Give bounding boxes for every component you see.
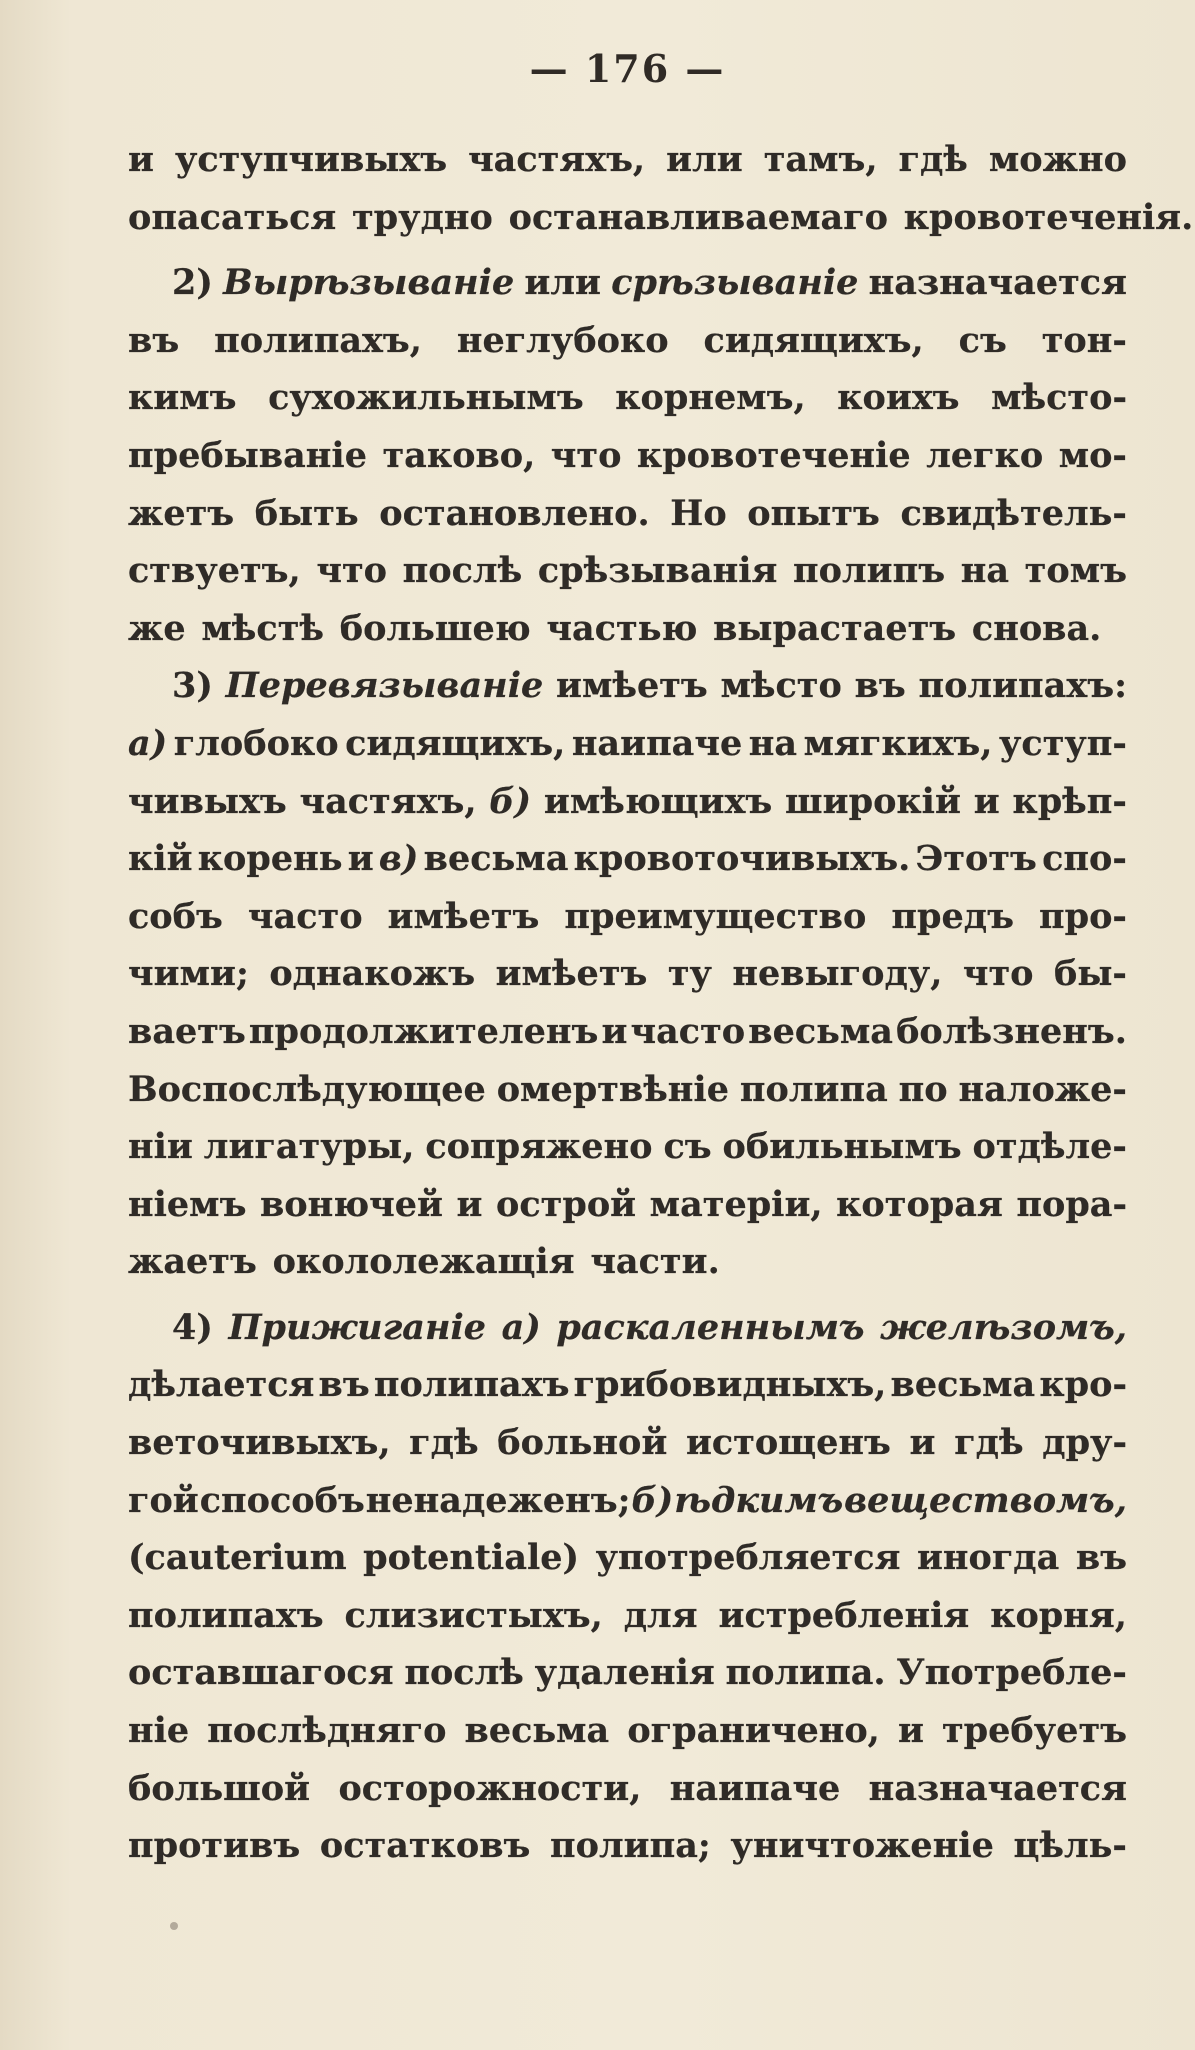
word: послѣдняго bbox=[207, 1710, 447, 1752]
word: въ bbox=[128, 319, 180, 361]
word: Воспослѣдующее bbox=[128, 1068, 486, 1110]
word: матеріи, bbox=[649, 1183, 823, 1225]
word: сидящихъ, bbox=[703, 319, 924, 361]
word: жетъ bbox=[128, 492, 235, 534]
word: однакожъ bbox=[269, 953, 476, 995]
word: весьма bbox=[423, 838, 569, 880]
text-line bbox=[128, 1233, 1127, 1291]
word: весьма bbox=[464, 1710, 610, 1752]
word: гой bbox=[128, 1479, 199, 1521]
word: и bbox=[456, 1183, 483, 1225]
text-line bbox=[128, 657, 1127, 715]
text-line bbox=[128, 254, 1127, 312]
word: полипа; bbox=[550, 1825, 711, 1867]
word: крѣп- bbox=[1012, 780, 1127, 822]
word: способъ bbox=[199, 1479, 365, 1521]
word: чивыхъ bbox=[128, 780, 287, 822]
word: назначается bbox=[868, 1767, 1127, 1809]
word: опытъ bbox=[747, 492, 880, 534]
word: невыгоду, bbox=[732, 953, 943, 995]
word: широкій bbox=[785, 780, 961, 822]
word: можно bbox=[988, 139, 1127, 180]
word: ѣдкимъ bbox=[674, 1479, 844, 1521]
word: имѣетъ bbox=[387, 895, 540, 937]
word: или bbox=[666, 139, 743, 180]
word: быть bbox=[254, 492, 359, 534]
word: уступ- bbox=[998, 722, 1127, 764]
word: бы- bbox=[1053, 953, 1127, 995]
word: осторожности, bbox=[338, 1767, 642, 1809]
word: части. bbox=[590, 1241, 720, 1283]
word: жаетъ bbox=[128, 1241, 257, 1283]
word: же bbox=[128, 607, 186, 649]
text-line bbox=[128, 1299, 1127, 1357]
word: полипъ bbox=[793, 550, 946, 592]
body-text bbox=[128, 131, 1194, 1875]
word: остановлено. bbox=[379, 492, 650, 534]
text-line bbox=[128, 1472, 1127, 1530]
word: тамъ, bbox=[763, 139, 878, 180]
text-line bbox=[128, 485, 1127, 543]
word: по bbox=[898, 1068, 948, 1110]
text-line bbox=[128, 1176, 1127, 1234]
word: свидѣтель- bbox=[900, 492, 1127, 534]
word: часто bbox=[630, 1010, 746, 1052]
text-line bbox=[128, 1702, 1127, 1760]
text-line bbox=[128, 1529, 1127, 1587]
word: съ bbox=[958, 319, 1007, 361]
word: и bbox=[347, 838, 374, 880]
word: срѣзываніе bbox=[611, 262, 859, 304]
text-line bbox=[128, 131, 1127, 189]
word: частяхъ, bbox=[468, 139, 646, 180]
word: сухожильнымъ bbox=[268, 377, 584, 419]
word: назначается bbox=[868, 262, 1127, 304]
word: 2) bbox=[172, 262, 213, 304]
word: Вырѣзываніе bbox=[223, 262, 515, 304]
word: цѣль- bbox=[1013, 1825, 1127, 1867]
word: гдѣ bbox=[898, 139, 968, 180]
word: полипа bbox=[739, 1068, 888, 1110]
word: ту bbox=[667, 953, 712, 995]
text-line bbox=[128, 888, 1127, 946]
word: и bbox=[601, 1010, 628, 1052]
word: въ bbox=[1075, 1537, 1127, 1579]
word: Прижиганіе bbox=[228, 1306, 487, 1348]
word: б) bbox=[631, 1479, 674, 1521]
word: что bbox=[316, 550, 387, 592]
word: съ bbox=[663, 1126, 712, 1168]
word: удаленія bbox=[534, 1652, 715, 1694]
word: или bbox=[524, 262, 602, 304]
word: острой bbox=[496, 1183, 637, 1225]
word: лигатуры, bbox=[203, 1126, 415, 1168]
word: и bbox=[973, 780, 1000, 822]
word: полипахъ bbox=[128, 1594, 324, 1636]
word: ствуетъ, bbox=[128, 550, 301, 592]
word: гдѣ bbox=[954, 1422, 1024, 1464]
word: (cauterium bbox=[128, 1537, 347, 1579]
word: мягкихъ, bbox=[803, 722, 993, 764]
word: наипаче bbox=[669, 1767, 841, 1809]
text-line bbox=[128, 369, 1127, 427]
word: легко bbox=[926, 434, 1044, 476]
word: полипахъ bbox=[373, 1364, 570, 1406]
word: на bbox=[960, 550, 1010, 592]
word: мѣсто- bbox=[991, 377, 1127, 419]
word: спо- bbox=[1042, 838, 1127, 880]
word: истребленія bbox=[718, 1594, 970, 1636]
word: мо- bbox=[1058, 434, 1127, 476]
word: таково, bbox=[382, 434, 536, 476]
word: весьма bbox=[890, 1364, 1036, 1406]
word: снова. bbox=[971, 607, 1102, 649]
word: для bbox=[623, 1594, 698, 1636]
word: часто bbox=[247, 895, 363, 937]
word: что bbox=[962, 953, 1034, 995]
word: послѣ bbox=[402, 550, 523, 592]
text-line bbox=[128, 1003, 1127, 1061]
word: полипахъ, bbox=[214, 319, 422, 361]
text-line bbox=[128, 1587, 1127, 1645]
word: трудно bbox=[352, 196, 493, 238]
word: а) bbox=[128, 722, 168, 764]
word: неглубоко bbox=[456, 319, 669, 361]
word: ніи bbox=[128, 1126, 193, 1168]
word: раскаленнымъ bbox=[556, 1306, 865, 1348]
word: употребляется bbox=[595, 1537, 901, 1579]
word: вонючей bbox=[259, 1183, 443, 1225]
text-line bbox=[128, 1644, 1127, 1702]
word: кимъ bbox=[128, 377, 237, 419]
text-line bbox=[128, 189, 1194, 247]
text-line bbox=[128, 945, 1127, 1003]
text-line bbox=[128, 312, 1127, 370]
word: б) bbox=[489, 780, 532, 822]
word: весьма bbox=[748, 1010, 893, 1052]
text-line bbox=[128, 1118, 1127, 1176]
word: полипа. bbox=[725, 1652, 886, 1694]
word: а) bbox=[501, 1306, 541, 1348]
word: останавливаемаго bbox=[508, 196, 889, 238]
word: ніемъ bbox=[128, 1183, 247, 1225]
word: въ bbox=[854, 665, 906, 707]
word: продолжителенъ bbox=[248, 1010, 599, 1052]
word: кровотеченія. bbox=[903, 196, 1194, 238]
word: опасаться bbox=[128, 196, 337, 238]
word: корнемъ, bbox=[615, 377, 806, 419]
word: имѣетъ bbox=[555, 665, 708, 707]
word: вырастаетъ bbox=[713, 607, 957, 649]
word: истощенъ bbox=[685, 1422, 891, 1464]
text-line bbox=[128, 1061, 1127, 1119]
word: сидящихъ, bbox=[345, 722, 566, 764]
text-line bbox=[128, 1760, 1127, 1818]
word: желѣзомъ, bbox=[880, 1306, 1127, 1348]
word: Перевязываніе bbox=[225, 665, 544, 707]
text-line bbox=[128, 830, 1127, 888]
word: томъ bbox=[1024, 550, 1127, 592]
word: въ bbox=[318, 1364, 370, 1406]
word: 4) bbox=[172, 1306, 213, 1348]
word: грибовидныхъ, bbox=[573, 1364, 887, 1406]
word: наложе- bbox=[958, 1068, 1127, 1110]
word: сопряжено bbox=[425, 1126, 653, 1168]
word: тон- bbox=[1041, 319, 1127, 361]
word: пора- bbox=[1016, 1183, 1127, 1225]
word: большею bbox=[339, 607, 531, 649]
text-line bbox=[128, 427, 1127, 485]
word: Употребле- bbox=[896, 1652, 1127, 1694]
word: большой bbox=[128, 1767, 311, 1809]
word: слизистыхъ, bbox=[344, 1594, 603, 1636]
word: остатковъ bbox=[319, 1825, 531, 1867]
word: гдѣ bbox=[409, 1422, 479, 1464]
word: веточивыхъ, bbox=[128, 1422, 391, 1464]
word: кровоточивыхъ. bbox=[573, 838, 911, 880]
text-line bbox=[128, 600, 1127, 658]
word: послѣ bbox=[404, 1652, 524, 1694]
word: дѣлается bbox=[128, 1364, 315, 1406]
word: срѣзыванія bbox=[537, 550, 778, 592]
word: отдѣле- bbox=[972, 1126, 1127, 1168]
word: противъ bbox=[128, 1825, 301, 1867]
word: требуетъ bbox=[942, 1710, 1127, 1752]
word: дру- bbox=[1042, 1422, 1127, 1464]
word: полипахъ: bbox=[918, 665, 1127, 707]
word: ненадеженъ; bbox=[365, 1479, 631, 1521]
word: кро- bbox=[1039, 1364, 1127, 1406]
text-line bbox=[128, 715, 1127, 773]
word: кій bbox=[128, 838, 193, 880]
text-line bbox=[128, 1356, 1127, 1414]
word: собъ bbox=[128, 895, 223, 937]
word: уничтоженіе bbox=[730, 1825, 994, 1867]
text-line bbox=[128, 773, 1127, 831]
word: корня, bbox=[990, 1594, 1127, 1636]
word: частяхъ, bbox=[299, 780, 477, 822]
word: пребываніе bbox=[128, 434, 367, 476]
word: оставшагося bbox=[128, 1652, 394, 1694]
word: болѣзненъ. bbox=[896, 1010, 1127, 1052]
word: имѣетъ bbox=[495, 953, 648, 995]
word: веществомъ, bbox=[844, 1479, 1127, 1521]
word: ніе bbox=[128, 1710, 190, 1752]
word: коихъ bbox=[837, 377, 960, 419]
word: и bbox=[909, 1422, 936, 1464]
text-line bbox=[128, 542, 1127, 600]
word: обильнымъ bbox=[722, 1126, 962, 1168]
word: глобоко bbox=[173, 722, 339, 764]
word: кровотеченіе bbox=[636, 434, 911, 476]
word: ваетъ bbox=[128, 1010, 246, 1052]
word: мѣсто bbox=[720, 665, 842, 707]
word: и bbox=[897, 1710, 924, 1752]
word: ограничено, bbox=[627, 1710, 880, 1752]
word: больной bbox=[497, 1422, 668, 1464]
word: омертвѣніе bbox=[496, 1068, 729, 1110]
text-line bbox=[128, 1817, 1127, 1875]
word: 3) bbox=[172, 665, 213, 707]
word: корень bbox=[197, 838, 343, 880]
word: чими; bbox=[128, 953, 249, 995]
word: potentiale) bbox=[363, 1537, 580, 1579]
word: имѣющихъ bbox=[543, 780, 773, 822]
word: и bbox=[128, 139, 154, 180]
word: про- bbox=[1039, 895, 1127, 937]
word: окололежащія bbox=[272, 1241, 575, 1283]
word: в) bbox=[378, 838, 419, 880]
word: что bbox=[550, 434, 622, 476]
word: уступчивыхъ bbox=[174, 139, 448, 180]
ink-smudge bbox=[170, 1922, 178, 1930]
word: Но bbox=[670, 492, 727, 534]
word: мѣстѣ bbox=[201, 607, 324, 649]
word: частью bbox=[546, 607, 698, 649]
text-line bbox=[128, 1414, 1127, 1472]
page-number: — 176 — bbox=[529, 46, 726, 91]
word: которая bbox=[836, 1183, 1003, 1225]
word: преимущество bbox=[564, 895, 867, 937]
word: на bbox=[748, 722, 798, 764]
word: предъ bbox=[891, 895, 1014, 937]
word: иногда bbox=[916, 1537, 1060, 1579]
word: Этотъ bbox=[915, 838, 1037, 880]
word: наипаче bbox=[571, 722, 743, 764]
